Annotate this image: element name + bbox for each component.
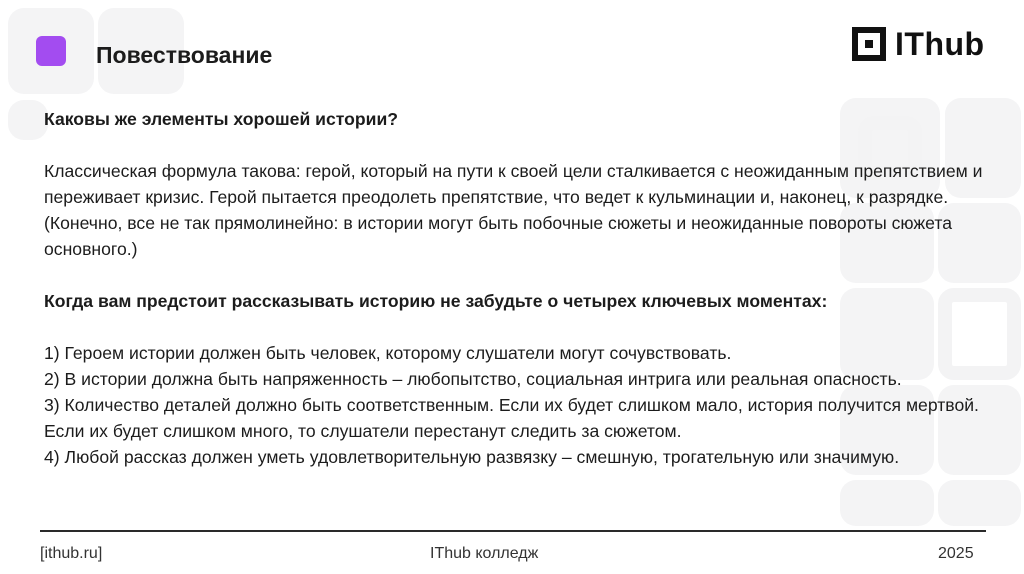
header-accent-square: [36, 36, 66, 66]
footer-college: IThub колледж: [430, 545, 539, 562]
background-decoration: [938, 480, 1021, 526]
question-heading: Когда вам предстоит рассказывать историю не забудьте о четырех ключевых моментах:: [44, 291, 828, 311]
footer-divider: [40, 530, 986, 532]
list-item: 3) Количество деталей должно быть соответственным. Если их будет слишком мало, история получится мертвой. Если их будет слишком много, то слушатели перестанут следить за сюжетом.: [44, 395, 979, 441]
list-item: 4) Любой рассказ должен уметь удовлетворительную развязку – смешную, трогательную или значимую.: [44, 447, 900, 467]
list-item: 2) В истории должна быть напряженность – любопытство, социальная интрига или реальная опасность.: [44, 369, 902, 389]
footer-year: 2025: [938, 545, 974, 562]
footer-site: [ithub.ru]: [40, 545, 103, 562]
logo: [852, 26, 985, 62]
question-heading: Каковы же элементы хорошей истории?: [44, 109, 399, 129]
list-item: 1) Героем истории должен быть человек, которому слушатели могут сочувствовать.: [44, 343, 732, 363]
slide-content: [44, 106, 994, 470]
logo-text: IThub: [895, 26, 985, 62]
logo-icon: [852, 27, 886, 61]
background-decoration: [8, 100, 48, 140]
background-decoration: [840, 480, 934, 526]
paragraph: Классическая формула такова: герой, который на пути к своей цели сталкивается с неожиданным препятствием и переживает кризис. Герой пытается преодолеть препятствие, что ведет к кульминации и, наконец, к разрядке. (Конечно, все не так прямолинейно: в истории могут быть побочные сюжеты и неожиданные повороты сюжета основного.): [44, 161, 983, 259]
page-title: Повествование: [96, 42, 273, 68]
